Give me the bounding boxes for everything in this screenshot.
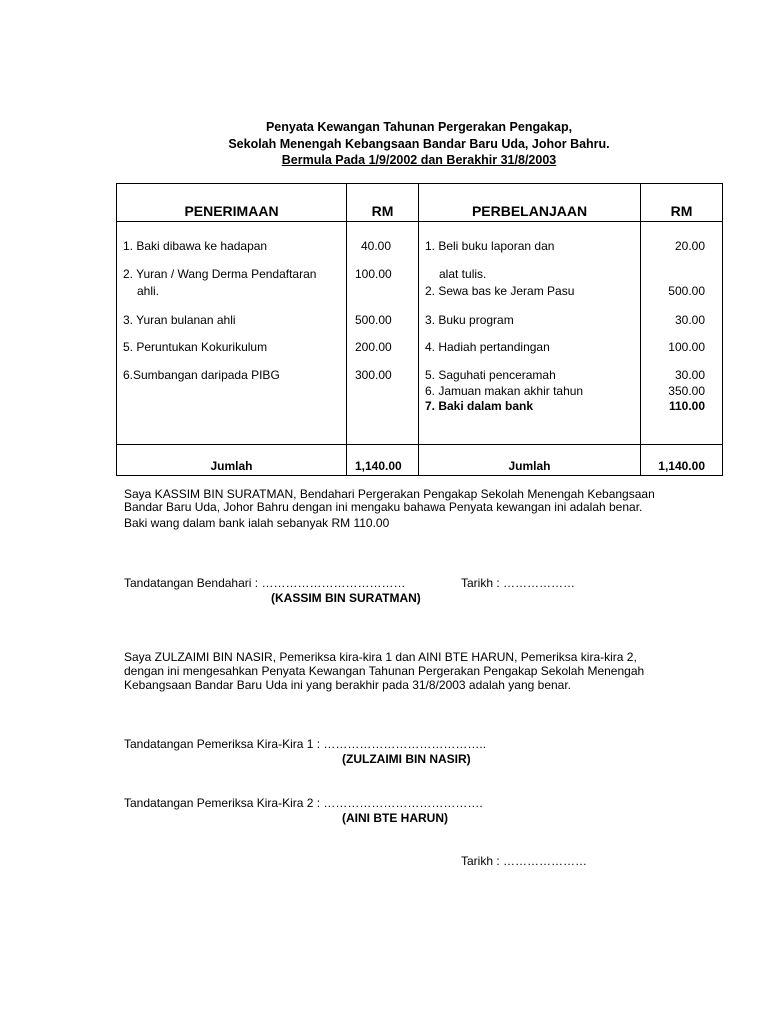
header-expenses-rm: RM [641, 184, 723, 222]
auditor1-signature-line: Tandatangan Pemeriksa Kira-Kira 1 : ………………………………….. [124, 737, 487, 751]
header-receipts: PENERIMAAN [117, 184, 347, 222]
final-date-line: Tarikh : ………………… [461, 854, 588, 868]
receipts-amount-column [347, 222, 419, 445]
treasurer-name: (KASSIM BIN SURATMAN) [271, 591, 421, 605]
auditor-statement-line3: Kebangsaan Bandar Baru Uda ini yang berakhir pada 31/8/2003 adalah yang benar. [124, 678, 572, 692]
expenses-column [419, 222, 641, 445]
expense-amount: 100.00 [668, 340, 705, 354]
treasurer-date-line: Tarikh : ……………… [461, 576, 576, 590]
expense-item: 6. Jamuan makan akhir tahun [425, 384, 584, 398]
expense-item: 2. Sewa bas ke Jeram Pasu [425, 284, 575, 298]
document-title-line3: Bermula Pada 1/9/2002 dan Berakhir 31/8/2003 [281, 153, 557, 167]
receipt-amount: 100.00 [355, 267, 392, 281]
receipt-amount: 200.00 [355, 340, 392, 354]
expense-item: 5. Saguhati penceramah [425, 368, 556, 382]
header-expenses: PERBELANJAAN [419, 184, 641, 222]
auditor2-signature-line: Tandatangan Pemeriksa Kira-Kira 2 : …………………………………. [124, 796, 483, 810]
expense-item: 1. Beli buku laporan dan [425, 239, 555, 253]
expense-amount: 30.00 [674, 313, 705, 327]
receipts-total: 1,140.00 [347, 445, 419, 476]
financial-statement-table [116, 183, 723, 476]
receipts-column [117, 222, 347, 445]
declaration-line3: Baki wang dalam bank ialah sebanyak RM 110.00 [124, 516, 390, 530]
receipt-item: 5. Peruntukan Kokurikulum [123, 340, 268, 354]
document-title-line2: Sekolah Menengah Kebangsaan Bandar Baru Uda, Johor Bahru. [228, 137, 610, 151]
receipt-item: 3. Yuran bulanan ahli [123, 313, 236, 327]
receipt-amount: 500.00 [355, 313, 392, 327]
declaration-line2: Bandar Baru Uda, Johor Bahru dengan ini mengaku bahawa Penyata kewangan ini adalah benar. [124, 500, 643, 514]
auditor2-name: (AINI BTE HARUN) [342, 811, 448, 825]
declaration-line1: Saya KASSIM BIN SURATMAN, Bendahari Pergerakan Pengakap Sekolah Menengah Kebangsaan [124, 487, 655, 501]
receipt-amount: 40.00 [361, 239, 392, 253]
expense-amount: 20.00 [674, 239, 705, 253]
expense-amount-bank-balance: 110.00 [668, 399, 705, 413]
expenses-total: 1,140.00 [641, 445, 723, 476]
receipt-item: 1. Baki dibawa ke hadapan [123, 239, 268, 253]
expense-item-continued: alat tulis. [439, 267, 487, 281]
auditor-statement-line1: Saya ZULZAIMI BIN NASIR, Pemeriksa kira-kira 1 dan AINI BTE HARUN, Pemeriksa kira-kira 2, [124, 650, 637, 664]
expense-amount: 350.00 [668, 384, 705, 398]
receipts-total-label: Jumlah [117, 445, 347, 476]
expense-item: 4. Hadiah pertandingan [425, 340, 550, 354]
expenses-total-label: Jumlah [419, 445, 641, 476]
treasurer-signature-line: Tandatangan Bendahari : ……………………………… [124, 576, 406, 590]
receipt-item-continued: ahli. [137, 284, 160, 298]
auditor1-name: (ZULZAIMI BIN NASIR) [342, 752, 471, 766]
expense-amount: 500.00 [668, 284, 705, 298]
expense-item-bank-balance: 7. Baki dalam bank [425, 399, 534, 413]
header-receipts-rm: RM [347, 184, 419, 222]
receipt-item: 6.Sumbangan daripada PIBG [123, 368, 280, 382]
expense-amount: 30.00 [674, 368, 705, 382]
expense-item: 3. Buku program [425, 313, 514, 327]
auditor-statement-line2: dengan ini mengesahkan Penyata Kewangan Tahunan Pergerakan Pengakap Sekolah Menengah [124, 664, 645, 678]
expenses-amount-column [641, 222, 723, 445]
receipt-item: 2. Yuran / Wang Derma Pendaftaran [123, 267, 317, 281]
document-title-line1: Penyata Kewangan Tahunan Pergerakan Pengakap, [265, 120, 573, 134]
receipt-amount: 300.00 [355, 368, 392, 382]
